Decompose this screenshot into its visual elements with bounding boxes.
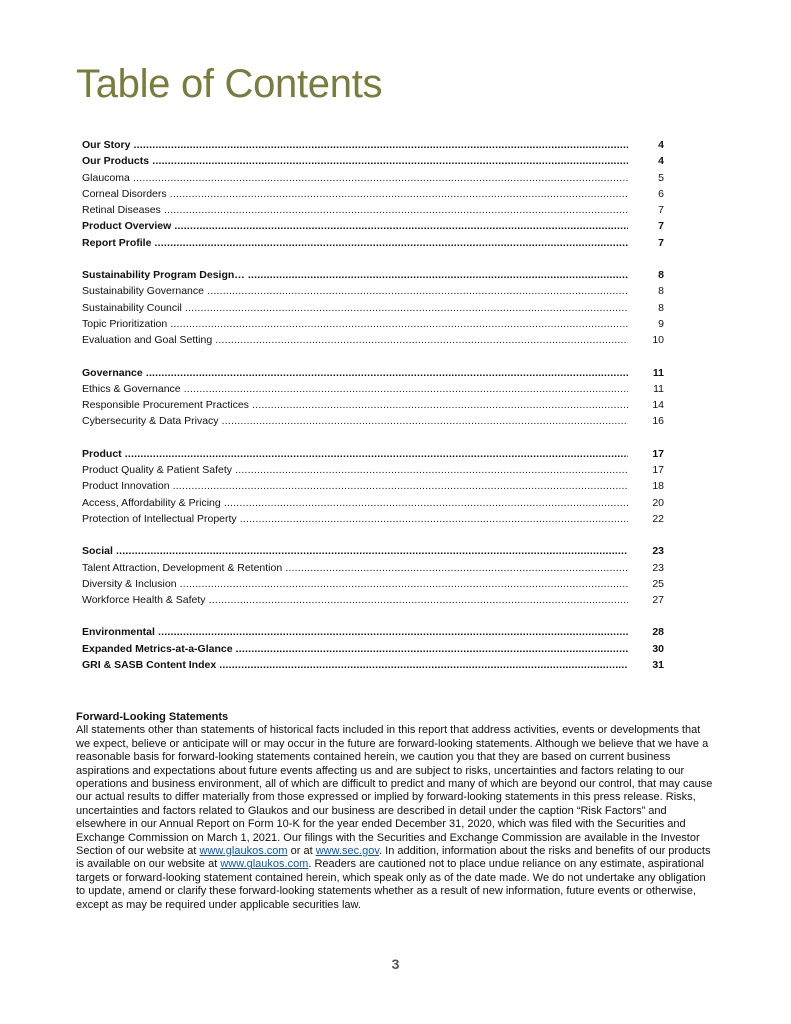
toc-entry-page: 8 [658,301,664,314]
toc-entry-page: 20 [652,496,664,509]
toc-entry[interactable] [82,446,668,462]
toc-entry-label: Glaucoma ..... [82,170,628,186]
toc-entry[interactable] [82,235,668,251]
toc-entry[interactable] [82,478,668,494]
toc-entry[interactable] [82,543,668,559]
toc-entry-page: 7 [658,204,664,217]
toc-entry[interactable] [82,592,668,608]
toc-entry-label: GRI & SASB Content Index ..... [82,657,628,673]
toc-entry-label: Expanded Metrics-at-a-Glance ..... [82,641,628,657]
paragraph-text: . In addition, information about the risks and benefits of our products is available on our website at [76,845,711,871]
toc-entry-page: 9 [658,317,664,330]
toc-entry[interactable] [82,283,668,299]
toc-entry-page: 7 [658,236,664,249]
page-title: Table of Contents [76,62,383,106]
toc-entry-page: 23 [652,561,664,574]
website-link[interactable]: www.glaukos.com [199,845,288,858]
website-link[interactable]: www.glaukos.com [220,858,309,871]
toc-entry[interactable] [82,300,668,316]
toc-entry-label: Talent Attraction, Development & Retention ..... [82,560,628,576]
toc-entry-page: 31 [652,659,664,672]
toc-entry-label: Sustainability Council ..... [82,300,628,316]
toc-entry-page: 14 [652,399,664,412]
toc-entry[interactable] [82,576,668,592]
toc-entry-page: 10 [652,334,664,347]
toc-entry[interactable] [82,218,668,234]
toc-entry-page: 17 [652,464,664,477]
toc-entry-label: Governance ..... [82,365,628,381]
toc-entry[interactable] [82,641,668,657]
toc-entry-label: Access, Affordability & Pricing ..... [82,495,628,511]
toc-entry[interactable] [82,186,668,202]
toc-entry-page: 11 [653,382,664,395]
toc-entry-page: 7 [658,220,664,233]
toc-entry-page: 17 [652,447,664,460]
toc-entry[interactable] [82,397,668,413]
toc-entry-label: Product Overview ..... [82,218,628,234]
toc-entry-page: 4 [658,139,664,151]
toc-entry-label: Diversity & Inclusion ..... [82,576,628,592]
toc-entry-page: 16 [652,415,664,428]
toc-entry[interactable] [82,413,668,429]
toc-entry-page: 30 [652,642,664,655]
toc-entry-label: Report Profile ..... [82,235,628,251]
toc-entry[interactable] [82,462,668,478]
toc-entry-label: Retinal Diseases ..... [82,202,628,218]
toc-entry-page: 27 [652,594,664,607]
toc-entry-page: 25 [652,577,664,590]
toc-entry-label: Corneal Disorders ..... [82,186,628,202]
toc-entry-label: Protection of Intellectual Property ..... [82,511,628,527]
website-link[interactable]: www.sec.gov [315,845,380,858]
toc-entry[interactable] [82,624,668,640]
toc-entry[interactable] [82,202,668,218]
toc-entry-page: 28 [652,626,664,639]
toc-entry[interactable] [82,316,668,332]
toc-entry-label: Our Story ..... [82,137,628,153]
toc-entry-label: Topic Prioritization ..... [82,316,628,332]
table-of-contents [82,137,668,673]
toc-entry-label: Cybersecurity & Data Privacy ..... [82,413,628,429]
toc-entry-label: Product Innovation ..... [82,478,628,494]
toc-entry-label: Sustainability Governance ..... [82,283,628,299]
forward-looking-body [76,724,716,912]
toc-entry-label: Environmental ..... [82,624,628,640]
toc-entry[interactable] [82,153,668,169]
paragraph-text: . Readers are cautioned not to place undue reliance on any estimate, aspirational targets or forward-looking statement contained herein, which speak only as of the date made. We do not undertake any obligation to update, amend or clarify these forward-looking statements whether as a result of new information, future events or otherwise, except as may be required under applicable securities law. [76,858,706,911]
toc-entry-label: Ethics & Governance ..... [82,381,628,397]
forward-looking-statements [76,711,716,912]
toc-entry[interactable] [82,381,668,397]
toc-entry[interactable] [82,332,668,348]
toc-entry[interactable] [82,560,668,576]
toc-entry-page: 6 [658,187,664,200]
paragraph-text: All statements other than statements of historical facts included in this report that address activities, events or developments that we expect, believe or anticipate will or may occur in the future are forward-looking statements. Although we believe that we have a reasonable basis for forward-looking statements contained herein, we caution you that they are based on current business aspirations and expectations about future events affecting us and are subject to risks, uncertainties and factors relating to our operations and business environment, all of which are difficult to predict and many of which are beyond our control, that may cause our actual results to differ materially from those expressed or implied by forward-looking statements in this press release. Risks, uncertainties and factors related to Glaukos and our business are described in detail under the caption “Risk Factors” and elsewhere in our Annual Report on Form 10-K for the year ended December 31, 2020, which was filed with the Securities and Exchange Commission on March 1, 2021. Our filings with the Securities and Exchange Commission are available in the Investor Section of our website at [76,724,713,858]
toc-entry[interactable] [82,495,668,511]
toc-entry-label: Our Products ..... [82,153,628,169]
toc-entry-label: Sustainability Program Design… ..... [82,267,628,283]
toc-entry-label: Product ..... [82,446,628,462]
page-number: 3 [391,956,400,972]
paragraph-text: or at [287,845,316,858]
toc-entry[interactable] [82,657,668,673]
toc-entry-page: 8 [658,285,664,298]
toc-entry-page: 22 [652,512,664,525]
toc-entry-page: 4 [658,155,664,168]
toc-entry-label: Social ..... [82,543,628,559]
toc-entry-label: Evaluation and Goal Setting ..... [82,332,628,348]
toc-entry[interactable] [82,511,668,527]
toc-entry-page: 18 [652,480,664,493]
toc-entry[interactable] [82,365,668,381]
toc-entry[interactable] [82,170,668,186]
toc-entry-page: 23 [652,545,664,558]
toc-entry-label: Responsible Procurement Practices ..... [82,397,628,413]
toc-entry[interactable] [82,137,668,153]
toc-entry-label: Workforce Health & Safety ..... [82,592,628,608]
forward-looking-heading: Forward-Looking Statements [76,711,229,723]
toc-entry-page: 11 [652,366,664,379]
toc-entry[interactable] [82,267,668,283]
toc-entry-page: 8 [658,269,664,282]
toc-entry-page: 5 [658,171,664,184]
toc-entry-label: Product Quality & Patient Safety ..... [82,462,628,478]
